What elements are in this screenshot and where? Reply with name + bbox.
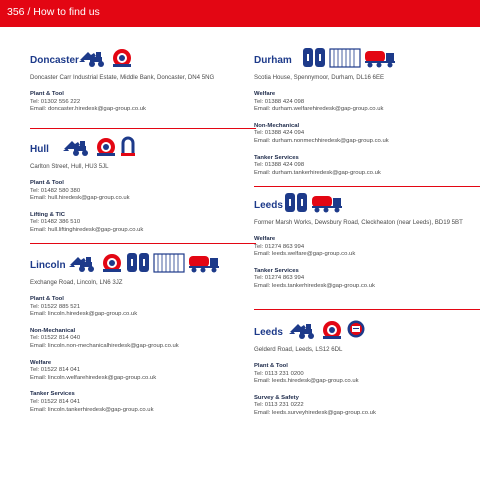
contact-entry [254,268,474,291]
contact-tel: Tel: 01388 424 098 [254,98,305,105]
location-address: Doncaster Carr Industrial Estate, Middle Bank, Doncaster, DN4 5NG [30,74,215,81]
location-block [254,46,474,177]
tanker-truck-icon [311,191,343,213]
contact-entry [30,296,250,319]
contact-tel: Tel: 01522 885 521 [30,303,81,310]
contact-title: Tanker Services [254,267,299,274]
page-title: 356 / How to find us [7,6,100,18]
location-block [30,251,250,414]
welfare-toilet-icon [284,191,308,213]
contact-entry [30,328,250,351]
contact-tel: Tel: 01274 863 994 [254,243,305,250]
contact-email: Email: leeds.welfare@gap-group.co.uk [254,251,356,258]
generator-icon [101,251,123,273]
contact-entry [254,363,474,386]
location-icons [288,318,366,340]
location-icons [68,251,220,273]
location-block [30,46,250,114]
contact-tel: Tel: 01522 814 040 [30,335,81,342]
contact-title: Non-Mechanical [254,122,300,129]
location-header [254,191,474,213]
contact-email: Email: durham.nonmechhiredesk@gap-group.co.uk [254,137,389,144]
welfare-toilet-icon [302,46,326,68]
contact-tel: Tel: 01302 556 222 [30,98,81,105]
tanker-truck-icon [364,46,396,68]
contact-tel: Tel: 01388 424 098 [254,162,305,169]
contact-email: Email: leeds.hiredesk@gap-group.co.uk [254,378,359,385]
lifting-shackle-icon [120,135,136,157]
contact-title: Plant & Tool [254,363,288,369]
contact-title: Welfare [254,236,276,242]
contact-entry [30,360,250,383]
contact-title: Non-Mechanical [30,327,76,334]
tanker-truck-icon [188,251,220,273]
contact-entry [254,155,474,178]
plant-machinery-icon [62,135,92,157]
contact-entry [30,212,250,235]
contact-tel: Tel: 01482 580 380 [30,187,81,194]
location-name: Durham [254,55,292,66]
location-name: Leeds [254,200,283,211]
section-divider [30,128,256,129]
section-divider [254,309,480,310]
location-header [30,135,250,157]
contact-tel: Tel: 01482 386 510 [30,219,81,226]
section-divider [30,243,256,244]
contact-entry [254,123,474,146]
location-name: Hull [30,144,49,155]
location-header [30,251,250,273]
location-name: Leeds [254,327,283,338]
location-header [254,318,474,340]
contact-title: Lifting & TIC [30,211,66,218]
contact-title: Plant & Tool [30,180,64,186]
generator-icon [111,46,133,68]
contact-title: Welfare [254,91,276,97]
cabin-icon [329,46,361,68]
location-block [30,135,250,235]
location-address: Former Marsh Works, Dewsbury Road, Cleckheaton (near Leeds), BD19 5BT [254,219,463,226]
contact-title: Plant & Tool [30,296,64,302]
generator-icon [321,318,343,340]
contact-tel: Tel: 0113 231 0222 [254,402,304,409]
contact-email: Email: lincoln.tankerhiredesk@gap-group.co.uk [30,406,154,413]
contact-title: Tanker Services [30,391,75,398]
location-name: Doncaster [30,55,79,66]
contact-title: Welfare [30,359,52,366]
welfare-toilet-icon [126,251,150,273]
contact-email: Email: hull.liftinghiredesk@gap-group.co.uk [30,226,144,233]
cabin-icon [153,251,185,273]
contact-tel: Tel: 01274 863 994 [254,275,305,282]
location-address: Carlton Street, Hull, HU3 5JL [30,163,109,170]
contact-email: Email: leeds.surveyhiredesk@gap-group.co.uk [254,409,376,416]
contact-email: Email: lincoln.non-mechanicalhiredesk@gap-group.co.uk [30,342,179,349]
location-address: Exchange Road, Lincoln, LN6 3JZ [30,279,123,286]
contact-tel: Tel: 01522 814 041 [30,367,81,374]
plant-machinery-icon [68,251,98,273]
contact-entry [30,391,250,414]
contact-tel: Tel: 01522 814 041 [30,398,81,405]
location-icons [78,46,133,68]
location-block [254,318,474,418]
contact-email: Email: doncaster.hiredesk@gap-group.co.uk [30,106,147,113]
location-name: Lincoln [30,260,66,271]
location-address: Scotia House, Spennymoor, Durham, DL16 6EE [254,74,385,81]
page-header [0,0,480,27]
contact-entry [254,91,474,114]
section-divider [254,186,480,187]
survey-safety-icon [346,318,366,340]
contact-tel: Tel: 0113 231 0200 [254,370,304,377]
contact-entry [30,180,250,203]
contact-email: Email: lincoln.welfarehiredesk@gap-group.co.uk [30,374,157,381]
contact-title: Plant & Tool [30,91,64,97]
location-icons [62,135,136,157]
contact-title: Survey & Safety [254,394,299,401]
contact-entry [254,236,474,259]
location-icons [302,46,396,68]
location-header [254,46,474,68]
contact-email: Email: lincoln.hiredesk@gap-group.co.uk [30,311,138,318]
contact-tel: Tel: 01388 424 094 [254,130,305,137]
location-icons [284,191,343,213]
contact-email: Email: leeds.tankerhiredesk@gap-group.co.uk [254,282,375,289]
location-header [30,46,250,68]
plant-machinery-icon [288,318,318,340]
contact-entry [254,395,474,418]
contact-email: Email: durham.welfarehiredesk@gap-group.co.uk [254,106,384,113]
location-address: Gelderd Road, Leeds, LS12 6DL [254,346,343,353]
plant-machinery-icon [78,46,108,68]
contact-email: Email: durham.tankerhiredesk@gap-group.co.uk [254,169,381,176]
contact-email: Email: hull.hiredesk@gap-group.co.uk [30,195,130,202]
contact-title: Tanker Services [254,154,299,161]
generator-icon [95,135,117,157]
contact-entry [30,91,250,114]
location-block [254,191,474,291]
